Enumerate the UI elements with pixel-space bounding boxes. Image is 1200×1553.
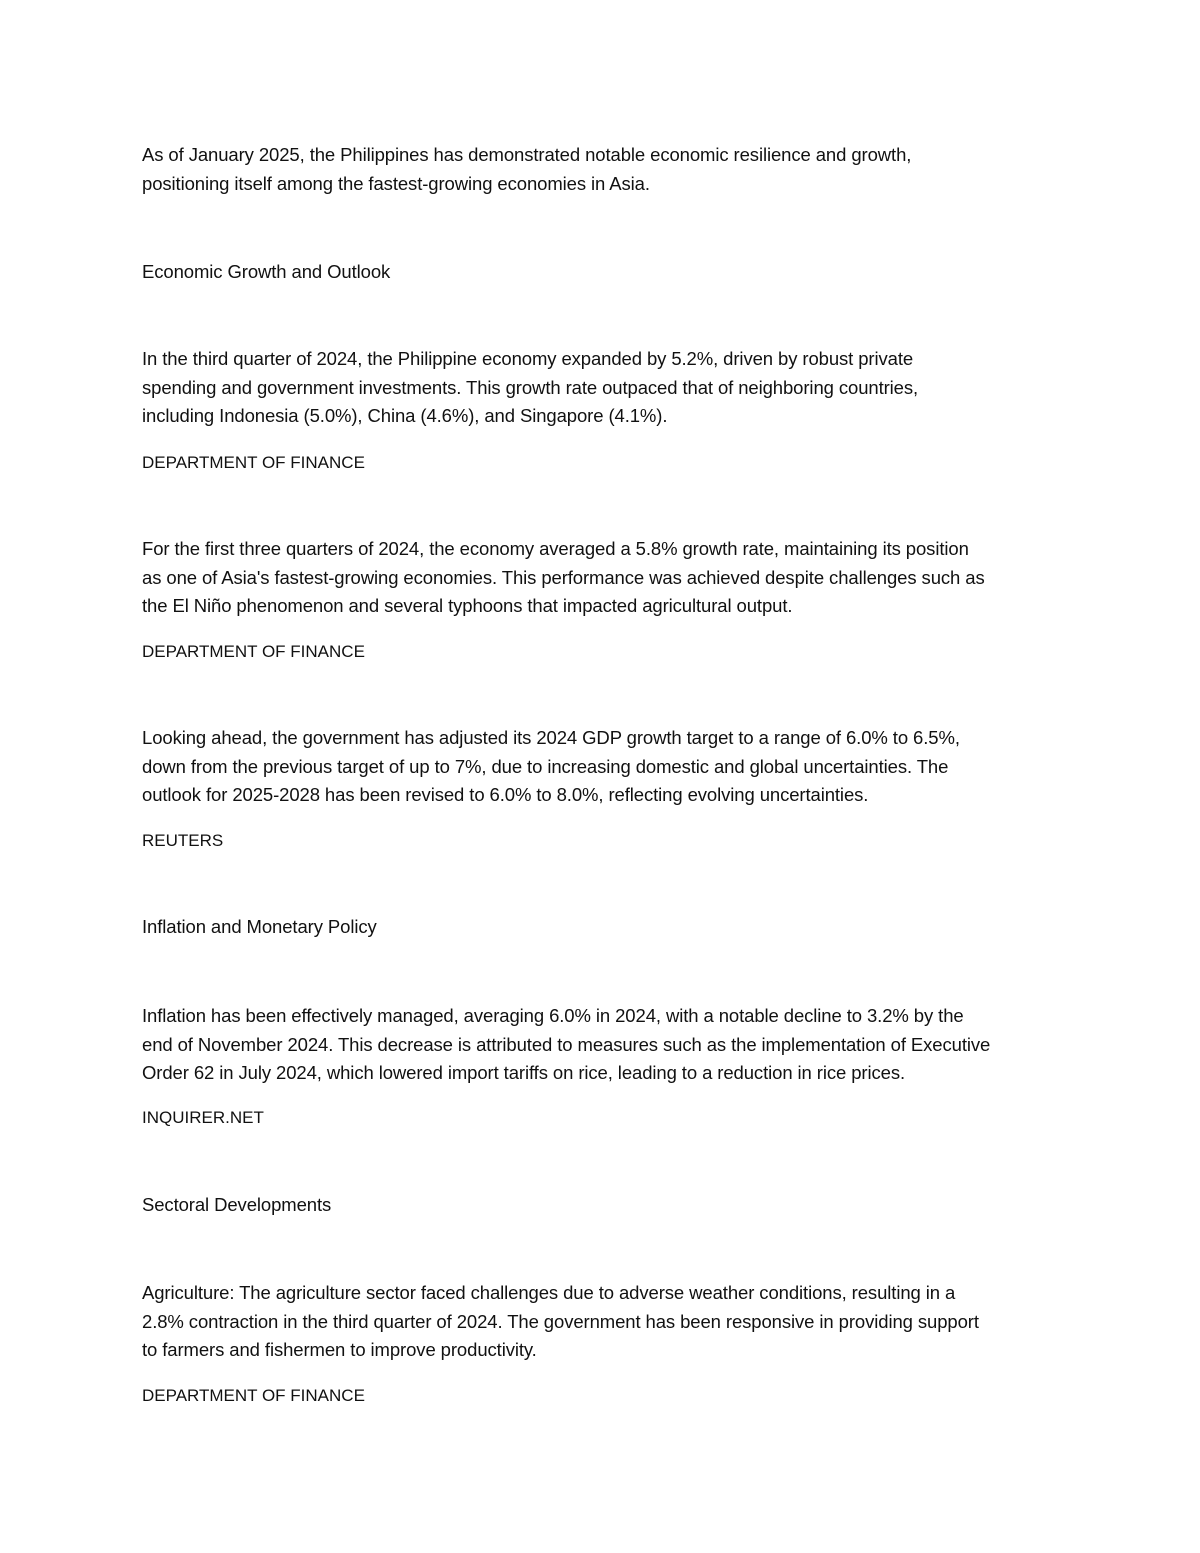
paragraph-line: 2.8% contraction in the third quarter of 2024. The government has been responsive in providing support [142,1310,979,1332]
source-label: DEPARTMENT OF FINANCE [142,642,365,661]
heading-economic-growth [142,258,1072,287]
heading-text: Inflation and Monetary Policy [142,916,377,937]
paragraph-line: Looking ahead, the government has adjusted its 2024 GDP growth target to a range of 6.0% to 6.5%, [142,727,960,748]
paragraph-line: Order 62 in July 2024, which lowered import tariffs on rice, leading to a reduction in rice prices. [142,1062,906,1083]
paragraph-line: down from the previous target of up to 7%, due to increasing domestic and global uncertainties. The [142,755,949,777]
paragraph-line: end of November 2024. This decrease is attributed to measures such as the implementation of Executive [142,1033,991,1055]
heading-sectoral [142,1191,1072,1220]
paragraph-line: including Indonesia (5.0%), China (4.6%), and Singapore (4.1%). [142,405,668,426]
intro-paragraph [142,141,1072,198]
source-label: DEPARTMENT OF FINANCE [142,453,365,472]
paragraph-line: the El Niño phenomenon and several typhoons that impacted agricultural output. [142,595,793,616]
heading-text: Sectoral Developments [142,1194,332,1215]
paragraph-outlook [142,724,1072,810]
paragraph-line: Agriculture: The agriculture sector faced challenges due to adverse weather conditions, resulting in a [142,1282,956,1303]
paragraph-line: outlook for 2025-2028 has been revised to 6.0% to 8.0%, reflecting evolving uncertainties. [142,784,869,805]
intro-line: positioning itself among the fastest-growing economies in Asia. [142,172,650,194]
paragraph-three-quarters [142,535,1072,621]
paragraph-line: spending and government investments. This growth rate outpaced that of neighboring countries, [142,376,919,398]
paragraph-agriculture [142,1279,1072,1365]
heading-text: Economic Growth and Outlook [142,261,391,282]
paragraph-line: For the first three quarters of 2024, the economy averaged a 5.8% growth rate, maintaining its position [142,538,969,559]
paragraph-line: to farmers and fishermen to improve productivity. [142,1339,537,1360]
paragraph-inflation [142,1002,1072,1088]
intro-line: As of January 2025, the Philippines has demonstrated notable economic resilience and growth, [142,144,912,165]
source-label: REUTERS [142,831,224,850]
paragraph-q3-growth [142,345,1072,431]
source-label: INQUIRER.NET [142,1108,264,1127]
paragraph-line: as one of Asia's fastest-growing economies. This performance was achieved despite challenges such as [142,566,985,588]
source-label: DEPARTMENT OF FINANCE [142,1386,365,1405]
paragraph-line: Inflation has been effectively managed, averaging 6.0% in 2024, with a notable decline to 3.2% by the [142,1005,964,1026]
heading-inflation [142,913,1072,942]
paragraph-line: In the third quarter of 2024, the Philippine economy expanded by 5.2%, driven by robust private [142,348,914,369]
